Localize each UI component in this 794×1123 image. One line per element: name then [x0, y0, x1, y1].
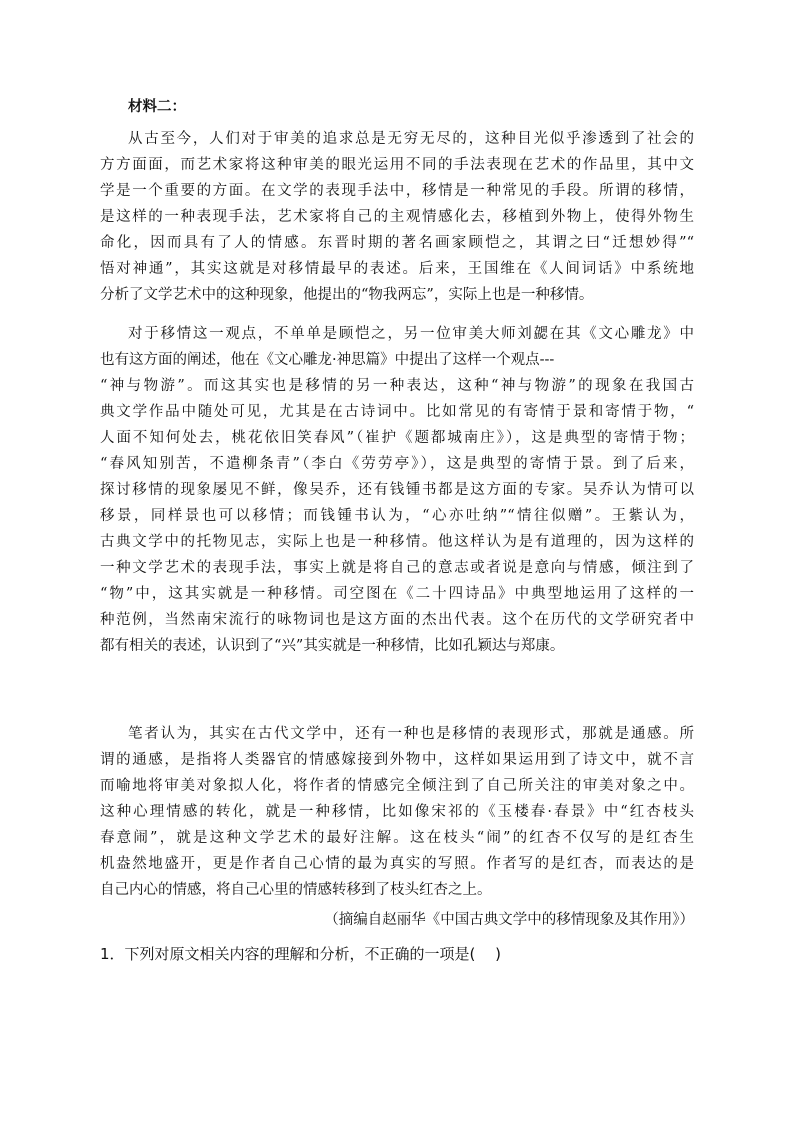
paragraph-line: “春风知别苦，不遣柳条青”（李白《劳劳亭》），这是典型的寄情于景。到了后来，	[100, 456, 694, 472]
paragraph-line: “物”中，这其实就是一种移情。司空图在《二十四诗品》中典型地运用了这样的一	[100, 586, 694, 602]
paragraph-line: 人面不知何处去，桃花依旧笑春风”（崔护《题都城南庄》），这是典型的寄情于物；	[100, 430, 694, 446]
paragraph-line: 笔者认为，其实在古代文学中，还有一种也是移情的表现形式，那就是通感。所	[128, 726, 694, 742]
paragraph-line: 典文学作品中随处可见，尤其是在古诗词中。比如常见的有寄情于景和寄情于物，“	[100, 404, 694, 420]
paragraph-line: 机盎然地盛开，更是作者自己心情的最为真实的写照。作者写的是红杏，而表达的是	[100, 856, 694, 872]
paragraph-line: 谓的通感，是指将人类器官的情感嫁接到外物中，这样如果运用到了诗文中，就不言	[100, 752, 694, 768]
question-1: 1．下列对原文相关内容的理解和分析，不正确的一项是( )	[100, 945, 502, 963]
paragraph-line: 对于移情这一观点，不单单是顾恺之，另一位审美大师刘勰在其《文心雕龙》中	[128, 326, 694, 342]
paragraph-line: 也有这方面的阐述，他在《文心雕龙·神思篇》中提出了这样一个观点---	[100, 352, 555, 368]
paragraph-line: 这种心理情感的转化，就是一种移情，比如像宋祁的《玉楼春·春景》中“红杏枝头	[100, 804, 694, 820]
paragraph-line: 命化，因而具有了人的情感。东晋时期的著名画家顾恺之，其谓之曰“迁想妙得”“	[100, 235, 694, 251]
paragraph-line: 而喻地将审美对象拟人化，将作者的情感完全倾注到了自己所关注的审美对象之中。	[100, 778, 694, 794]
material-heading: 材料二：	[128, 98, 186, 115]
paragraph-line: 探讨移情的现象屡见不鲜，像吴乔，还有钱锺书都是这方面的专家。吴乔认为情可以	[100, 482, 694, 498]
paragraph-line: 悟对神通”，其实这就是对移情最早的表述。后来，王国维在《人间词话》中系统地	[100, 261, 694, 277]
paragraph-line: 学是一个重要的方面。在文学的表现手法中，移情是一种常见的手段。所谓的移情，	[100, 183, 694, 199]
source-citation: （摘编自赵丽华《中国古典文学中的移情现象及其作用》）	[324, 912, 694, 928]
paragraph-line: 分析了文学艺术中的这种现象，他提出的“物我两忘”，实际上也是一种移情。	[100, 287, 594, 303]
paragraph-line: 是这样的一种表现手法，艺术家将自己的主观情感化去，移植到外物上，使得外物生	[100, 209, 694, 225]
paragraph-line: “神与物游”。而这其实也是移情的另一种表达，这种“神与物游”的现象在我国古	[100, 378, 694, 394]
paragraph-line: 古典文学中的托物见志，实际上也是一种移情。他这样认为是有道理的，因为这样的	[100, 534, 694, 550]
paragraph-line: 自己内心的情感，将自己心里的情感转移到了枝头红杏之上。	[100, 882, 492, 898]
paragraph-line: 移景，同样景也可以移情；而钱锺书认为，“心亦吐纳”“情往似赠”。王紫认为，	[100, 508, 694, 524]
paragraph-line: 从古至今，人们对于审美的追求总是无穷无尽的，这种目光似乎渗透到了社会的	[128, 131, 694, 147]
paragraph-line: 一种文学艺术的表现手法，事实上就是将自己的意志或者说是意向与情感，倾注到了	[100, 560, 694, 576]
paragraph-line: 都有相关的表述，认识到了“兴”其实就是一种移情，比如孔颖达与郑康。	[100, 638, 565, 654]
paragraph-line: 种范例，当然南宋流行的咏物词也是这方面的杰出代表。这个在历代的文学研究者中	[100, 612, 694, 628]
paragraph-line: 春意闹”，就是这种文学艺术的最好注解。这在枝头“闹”的红杏不仅写的是红杏生	[100, 830, 694, 846]
paragraph-line: 方方面面，而艺术家将这种审美的眼光运用不同的手法表现在艺术的作品里，其中文	[100, 157, 694, 173]
